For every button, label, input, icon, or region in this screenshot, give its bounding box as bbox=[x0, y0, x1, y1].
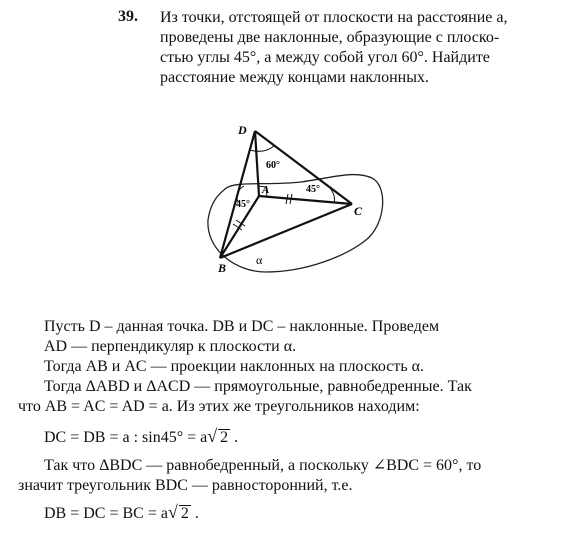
formula-dc-db bbox=[44, 426, 238, 448]
angle-arc-60 bbox=[250, 146, 274, 151]
problem-line-2: проведены две наклонные, образующие с плоско- bbox=[160, 29, 500, 46]
label-C: C bbox=[354, 204, 363, 218]
formula-db-dc-bc bbox=[44, 502, 199, 524]
label-angle-60: 60° bbox=[266, 160, 280, 171]
formula-dc-db-text: DC = DB = a : sin45° = a bbox=[44, 429, 208, 446]
label-alpha: α bbox=[256, 253, 263, 267]
geometry-figure bbox=[196, 120, 396, 280]
solution-line-7: Так что ΔBDC — равнобедренный, а поскольку ∠BDC = 60°, то bbox=[44, 457, 482, 474]
solution-line-1: Пусть D – данная точка. DB и DC – наклонные. Проведем bbox=[44, 318, 440, 335]
sqrt-sign: √ bbox=[167, 502, 178, 522]
label-angle-45-right: 45° bbox=[306, 184, 320, 195]
formula-db-dc-bc-end: . bbox=[190, 505, 199, 522]
problem-line-3: стью углы 45°, а между собой угол 60°. Найдите bbox=[160, 49, 490, 66]
solution-line-3: Тогда AB и AC — проекции наклонных на плоскость α. bbox=[44, 358, 425, 375]
solution-line-4: Тогда ΔABD и ΔACD — прямоугольные, равнобедренные. Так bbox=[44, 378, 472, 395]
label-B: B bbox=[218, 261, 227, 275]
solution-line-2: AD — перпендикуляр к плоскости α. bbox=[44, 338, 297, 355]
problem-line-1: Из точки, отстоящей от плоскости на расстояние a, bbox=[160, 9, 508, 26]
formula-db-dc-bc-radicand: 2 bbox=[180, 505, 189, 522]
sqrt-sign: √ bbox=[207, 426, 218, 446]
formula-db-dc-bc-text: DB = DC = BC = a bbox=[44, 505, 168, 522]
label-D: D bbox=[238, 123, 247, 137]
formula-dc-db-end: . bbox=[230, 429, 239, 446]
edge-BC bbox=[220, 204, 352, 258]
solution-line-5: что AB = AC = AD = a. Из этих же треугольников находим: bbox=[18, 398, 420, 415]
edge-AC bbox=[259, 196, 352, 204]
label-A: A bbox=[262, 184, 270, 196]
plane-outline bbox=[208, 175, 383, 272]
solution-line-8: значит треугольник BDC — равносторонний, т.е. bbox=[18, 477, 353, 494]
formula-dc-db-radicand: 2 bbox=[220, 429, 229, 446]
problem-line-4: расстояние между концами наклонных. bbox=[160, 69, 429, 86]
problem-number: 39. bbox=[118, 8, 138, 25]
label-angle-45-left: 45° bbox=[236, 199, 250, 210]
